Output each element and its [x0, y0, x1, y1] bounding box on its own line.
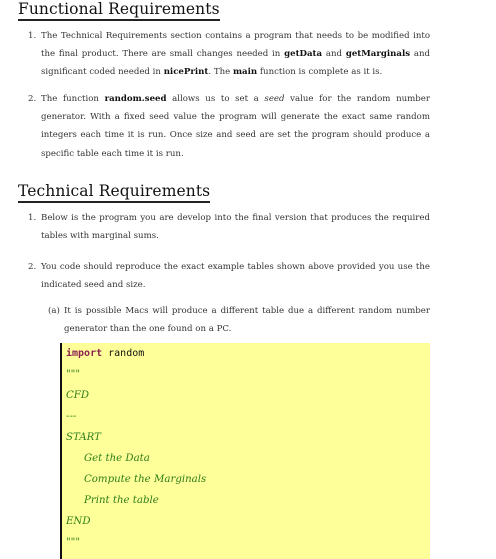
item-text: The Technical Requirements section contains a program that needs to be modified into the final product. There are small changes needed in getData and getMarginals and significant coded needed in nicePrint. The main function is complete as it is. — [41, 31, 430, 78]
list-item — [28, 27, 430, 82]
section-title: Technical Requirements — [18, 182, 211, 200]
code-line: --- — [66, 411, 77, 422]
item-number: 2. — [28, 262, 37, 272]
code-text: random — [102, 348, 145, 359]
code-line: Get the Data — [84, 453, 150, 464]
list-item — [28, 209, 430, 245]
code-line: START — [66, 432, 101, 443]
code-line: Print the table — [84, 495, 159, 506]
code-block — [60, 343, 430, 559]
heading-underline — [18, 19, 220, 21]
code-line — [66, 344, 144, 364]
code-line: CFD — [66, 390, 90, 401]
item-text: The function random.seed allows us to set a seed value for the random number generator. With a fixed seed value the program will generate the exact same random integers each time it is run. Once size and seed are set the program should produce a specific table each time it is run. — [41, 94, 430, 159]
code-line: """ — [66, 537, 81, 548]
code-line: END — [66, 516, 91, 527]
code-keyword: import — [66, 348, 103, 359]
item-number: 1. — [28, 31, 37, 41]
section-title: Functional Requirements — [18, 0, 220, 18]
section-heading-functional — [18, 0, 220, 21]
sub-list-item — [48, 302, 430, 338]
item-text: You code should reproduce the exact example tables shown above provided you use the indicated seed and size. — [41, 262, 430, 291]
list-item — [28, 90, 430, 163]
item-number: 1. — [28, 213, 37, 223]
code-line: """ — [66, 369, 81, 380]
item-text: It is possible Macs will produce a different table due a different random number generator than the one found on a PC. — [64, 306, 430, 335]
section-heading-technical — [18, 182, 210, 203]
item-text: Below is the program you are develop into the final version that produces the required tables with marginal sums. — [41, 213, 430, 242]
item-number: 2. — [28, 94, 37, 104]
list-item — [28, 258, 430, 294]
heading-underline — [18, 201, 210, 203]
item-number: (a) — [48, 306, 60, 316]
code-line: Compute the Marginals — [84, 474, 207, 485]
